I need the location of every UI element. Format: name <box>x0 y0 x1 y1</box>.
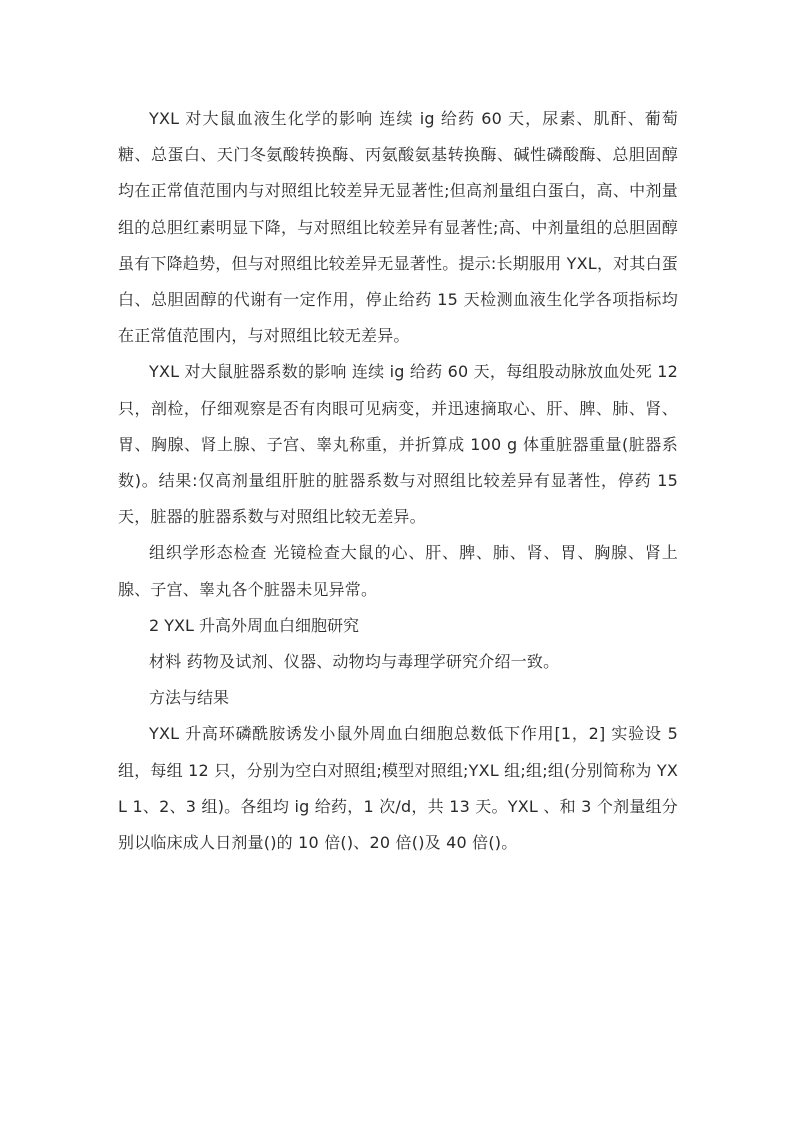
paragraph-organ-coefficient: YXL 对大鼠脏器系数的影响 连续 ig 给药 60 天，每组股动脉放血处死 12 只，剖检，仔细观察是否有肉眼可见病变，并迅速摘取心、肝、脾、肺、肾、胃、胸腺、肾上腺、子宫、睾丸称重，并折算成 100 g 体重脏器重量(脏器系数)。结果:仅高剂量组肝脏的脏器系数与对照组比较差异有显著性，停药 15 天，脏器的脏器系数与对照组比较无差异。 <box>118 362 678 527</box>
paragraph-methods: YXL 升高环磷酰胺诱发小鼠外周血白细胞总数低下作用[1，2] 实验设 5 组，每组 12 只，分别为空白对照组;模型对照组;YXL 组;组;组(分别简称为 YXL 1、2、3 组)。各组均 ig 给药，1 次/d，共 13 天。YXL 、和 3 个剂量组分别以临床成人日剂量()的 10 倍()、20 倍()及 40 倍()。 <box>118 724 678 853</box>
paragraph-blood-biochemistry: YXL 对大鼠血液生化学的影响 连续 ig 给药 60 天，尿素、肌酐、葡萄糖、总蛋白、天门冬氨酸转换酶、丙氨酸氨基转换酶、碱性磷酸酶、总胆固醇均在正常值范围内与对照组比较差异无显著性;但高剂量组白蛋白，高、中剂量组的总胆红素明显下降，与对照组比较差异有显著性;高、中剂量组的总胆固醇虽有下降趋势，但与对照组比较差异无显著性。提示:长期服用 YXL，对其白蛋白、总胆固醇的代谢有一定作用，停止给药 15 天检测血液生化学各项指标均在正常值范围内，与对照组比较无差异。 <box>118 109 678 346</box>
section-heading: 2 YXL 升高外周血白细胞研究 <box>149 615 360 635</box>
paragraph-histology: 组织学形态检查 光镜检查大鼠的心、肝、脾、肺、肾、胃、胸腺、肾上腺、子宫、睾丸各个脏器未见异常。 <box>118 543 678 599</box>
paragraph-materials: 材料 药物及试剂、仪器、动物均与毒理学研究介绍一致。 <box>149 652 560 672</box>
document-page <box>118 101 678 861</box>
subsection-heading: 方法与结果 <box>149 688 230 708</box>
